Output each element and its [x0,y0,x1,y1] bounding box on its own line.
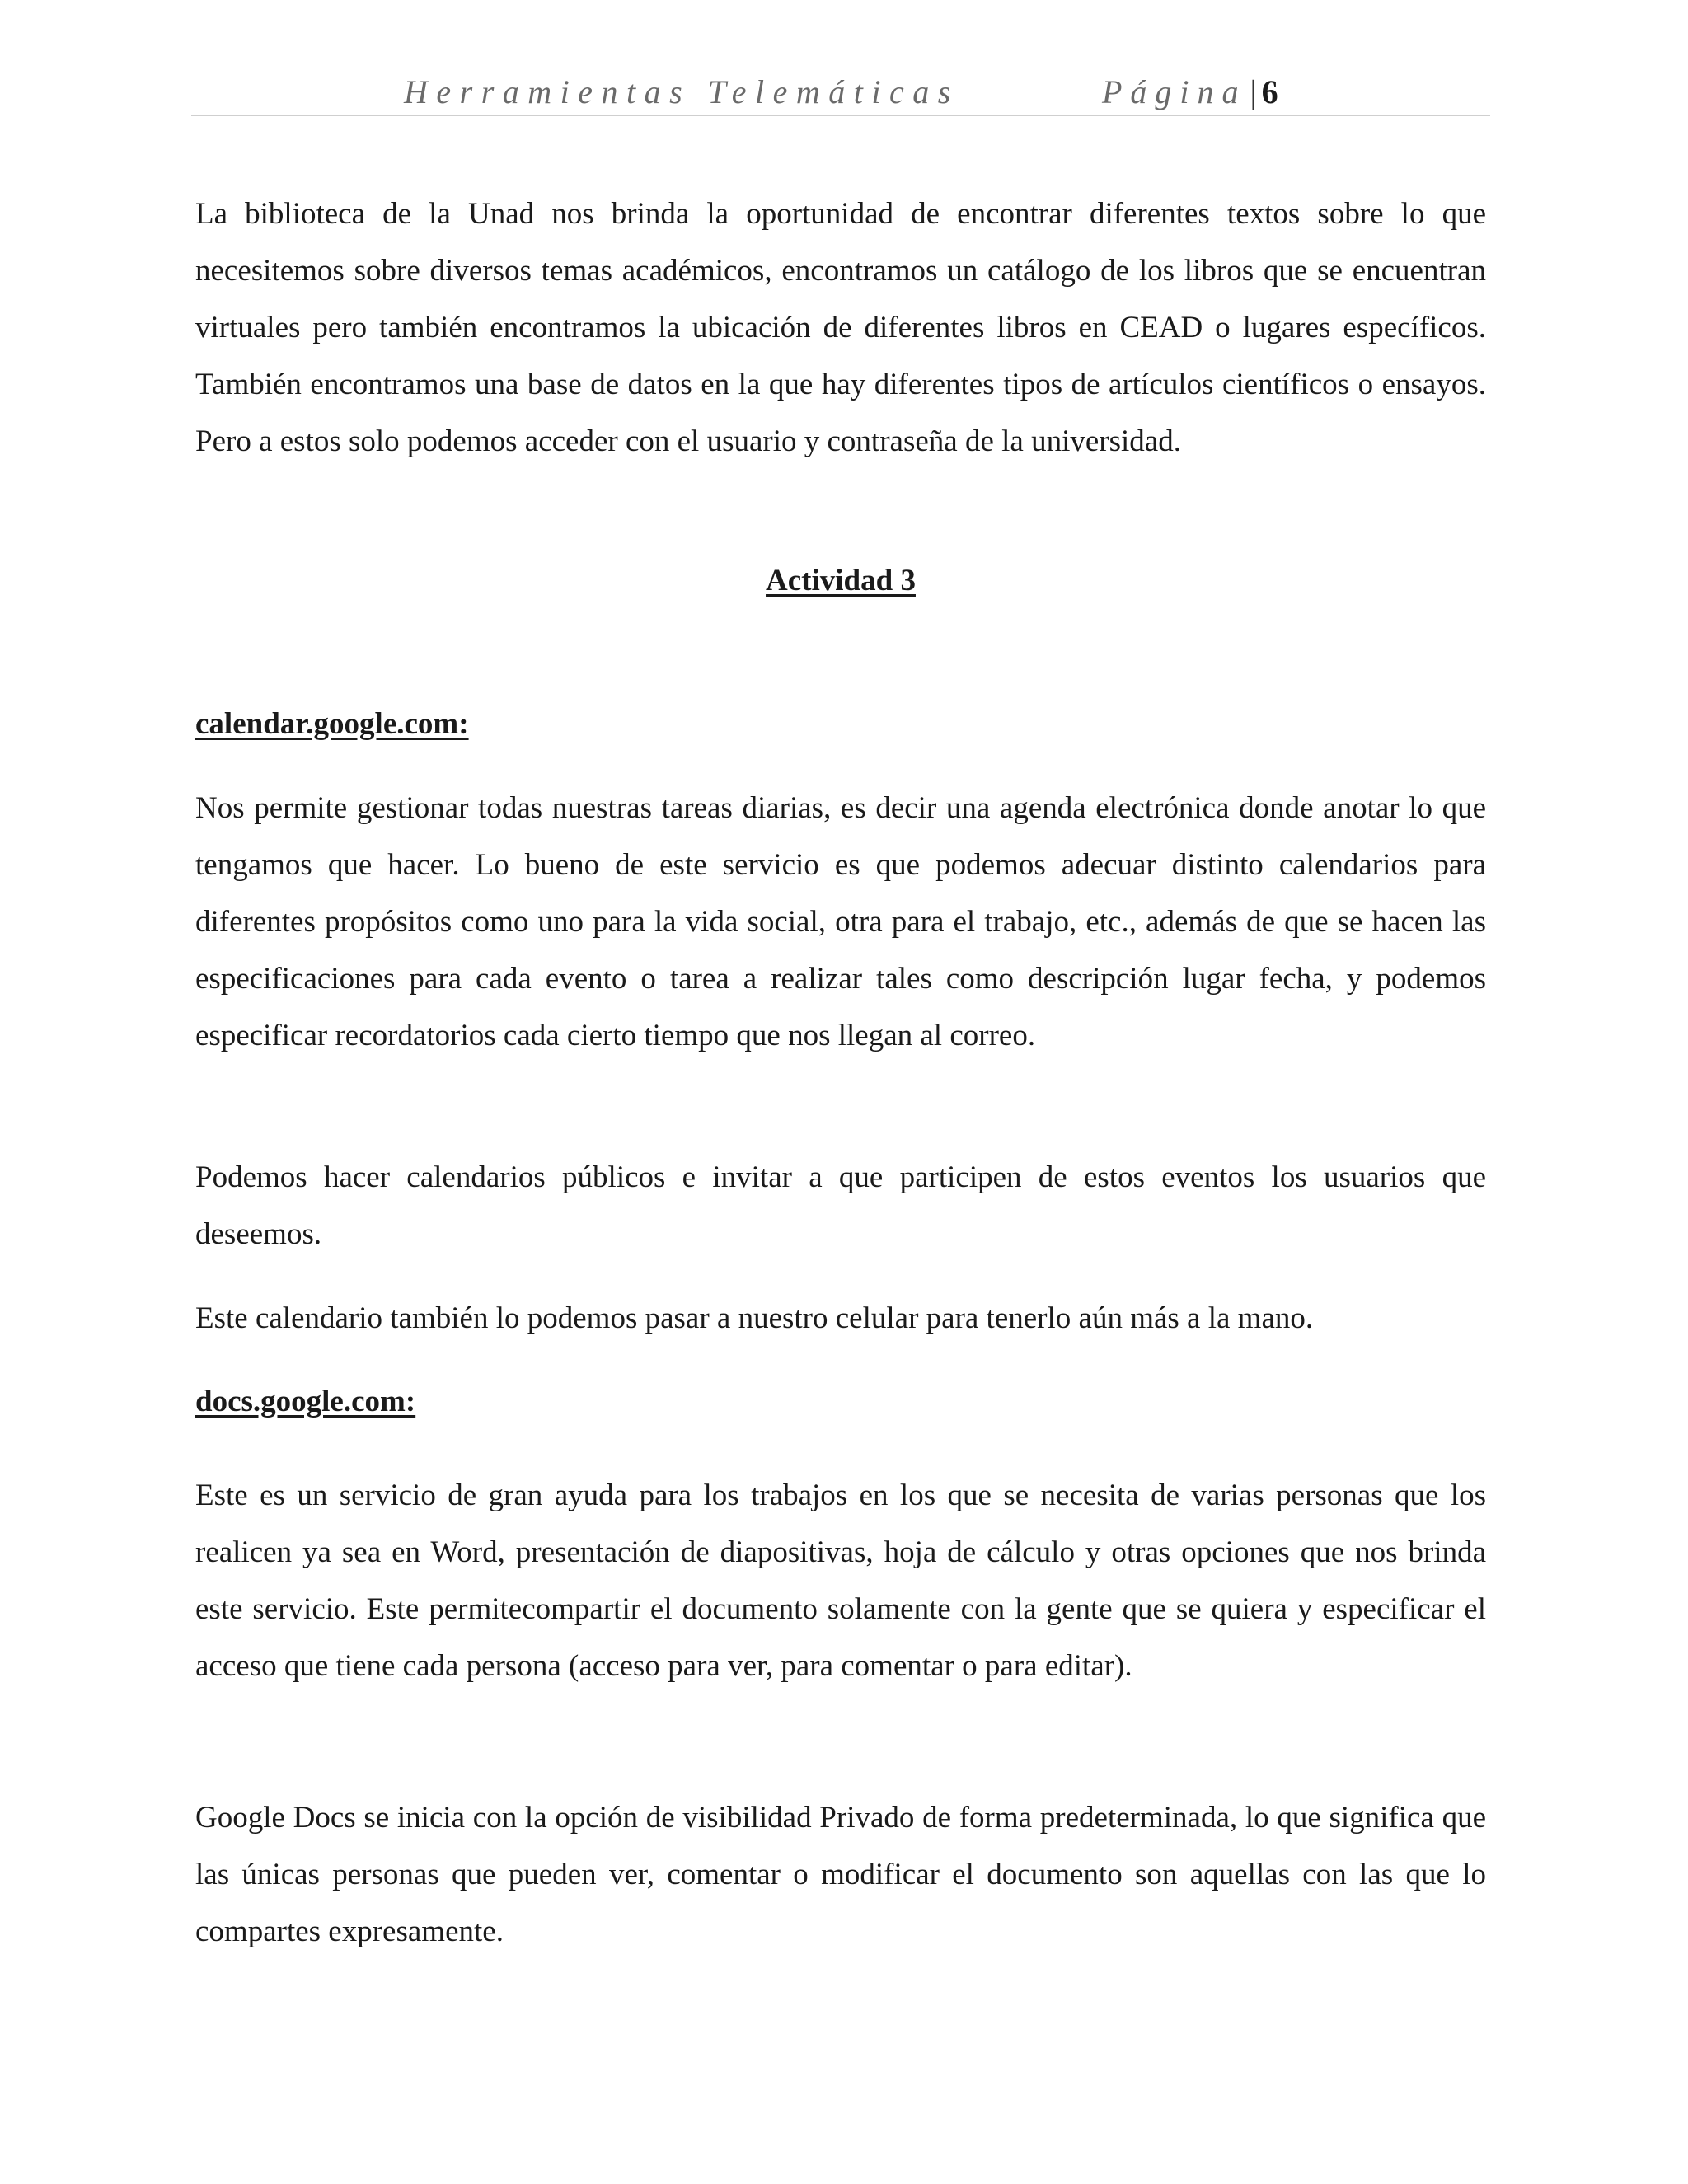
paragraph-docs-privacy: Google Docs se inicia con la opción de visibilidad Privado de forma predeterminada, lo que significa que las únicas personas que pueden ver, comentar o modificar el documento son aquellas con las que lo compartes expresamente. [195,1801,1486,1948]
paragraph-public-calendars: Podemos hacer calendarios públicos e invitar a que participen de estos eventos los usuarios que deseemos. [195,1160,1486,1251]
header-page-number [1102,73,1278,111]
paragraph-calendar: Nos permite gestionar todas nuestras tareas diarias, es decir una agenda electrónica donde anotar lo que tengamos que hacer. Lo bueno de este servicio es que podemos adecuar distinto calendarios para diferentes propósitos como uno para la vida social, otra para el trabajo, etc., además de que se hacen las especificaciones para cada evento o tarea a realizar tales como descripción lugar fecha, y podemos especificar recordatorios cada cierto tiempo que nos llegan al correo. [195,791,1486,1052]
header-divider [191,115,1490,116]
docs-heading: docs.google.com: [195,1385,416,1418]
page-header [191,73,1490,114]
page-number: 6 [1261,73,1278,110]
paragraph-library: La biblioteca de la Unad nos brinda la oportunidad de encontrar diferentes textos sobre lo que necesitemos sobre diversos temas académicos, encontramos un catálogo de los libros que se encuentran virtuales pero también encontramos la ubicación de diferentes libros en CEAD o lugares específicos. También encontramos una base de datos en la que hay diferentes tipos de artículos científicos o ensayos. Pero a estos solo podemos acceder con el usuario y contraseña de la universidad. [195,197,1486,458]
paragraph-docs: Este es un servicio de gran ayuda para los trabajos en los que se necesita de varias personas que los realicen ya sea en Word, presentación de diapositivas, hoja de cálculo y otras opciones que nos brinda este servicio. Este permitecompartir el documento solamente con la gente que se quiera y especificar el acceso que tiene cada persona (acceso para ver, para comentar o para editar). [195,1479,1486,1683]
header-separator: | [1250,73,1257,110]
activity-heading: Actividad 3 [766,564,916,598]
header-page-label: Página [1102,73,1247,110]
paragraph-mobile: Este calendario también lo podemos pasar a nuestro celular para tenerlo aún más a la mano. [195,1301,1314,1335]
calendar-heading: calendar.google.com: [195,707,469,741]
header-title: Herramientas Telemáticas [404,73,959,110]
